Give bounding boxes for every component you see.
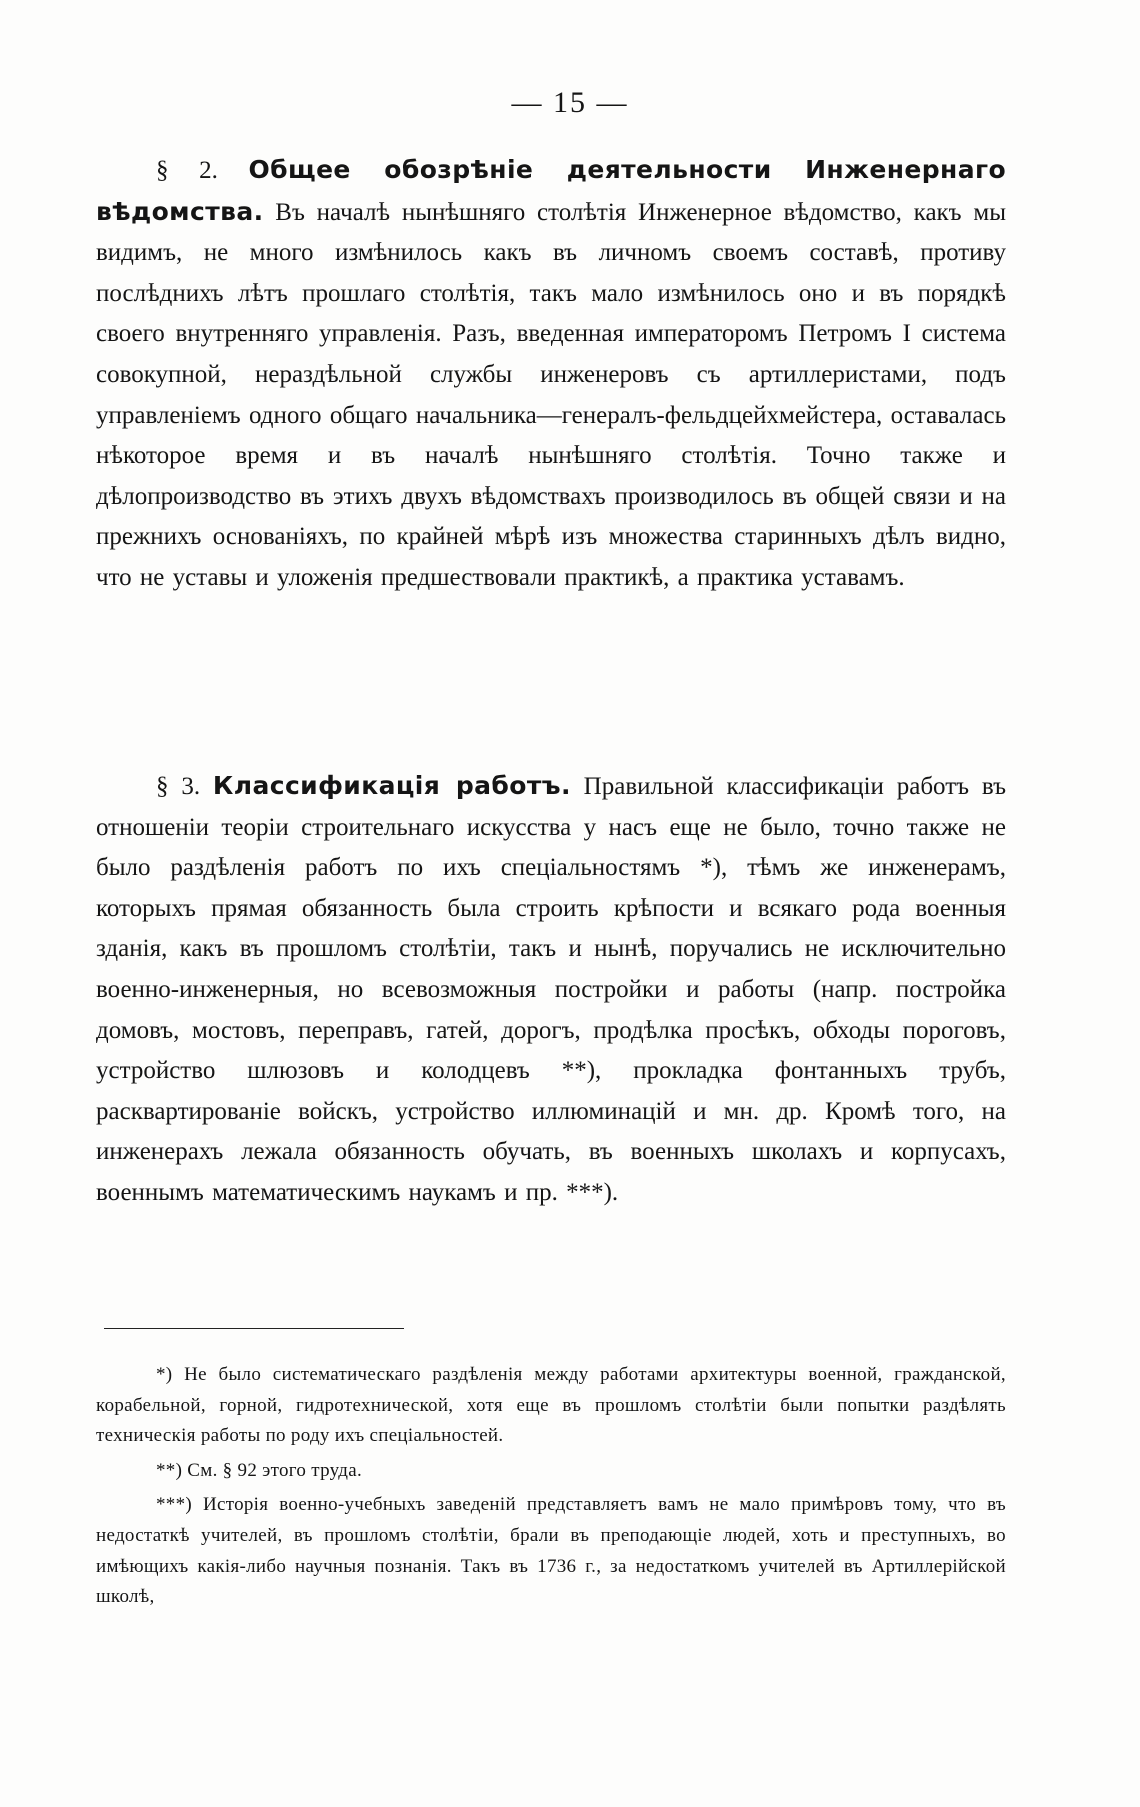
section-2-number: § 2. bbox=[156, 157, 218, 184]
footnote-2: **) См. § 92 этого труда. bbox=[156, 1459, 362, 1481]
section-3-text: Правильной классификаціи работъ въ отношеніи теоріи строительнаго искусства у насъ еще не было, точно также не было раздѣленія работъ по ихъ спеціальностямъ *), тѣмъ же инженерамъ, которыхъ прямая обязанность была строить крѣпости и всякаго рода военныя зданія, какъ въ прошломъ столѣтіи, такъ и нынѣ, поручались не исключительно военно-инженерныя, но всевозможныя постройки и работы (напр. постройка домовъ, мостовъ, переправъ, гатей, дорогъ, продѣлка просѣкъ, обходы пороговъ, устройство шлюзовъ и колодцевъ **), прокладка фонтанныхъ трубъ, расквартированіе войскъ, устройство иллюминацій и мн. др. Кромѣ того, на инженерахъ лежала обязанность обучать, въ военныхъ школахъ и корпусахъ, военнымъ математическимъ наукамъ и пр. ***). bbox=[96, 773, 1006, 1206]
footnotes bbox=[96, 1360, 1006, 1617]
section-2-heading: Общее обозрѣніе деятельности Инженернаго вѣдомства. bbox=[96, 155, 1007, 226]
section-2-paragraph bbox=[96, 150, 1006, 599]
footnote-divider bbox=[104, 1328, 404, 1329]
section-2-text: Въ началѣ нынѣшняго столѣтія Инженерное вѣдомство, какъ мы видимъ, не много измѣнилось какъ въ личномъ своемъ составѣ, противу послѣднихъ лѣтъ прошлаго столѣтія, такъ мало измѣнилось оно и въ порядкѣ своего внутренняго управленія. Разъ, введенная императоромъ Петромъ I система совокупной, нераздѣльной службы инженеровъ съ артиллеристами, подъ управленіемъ одного общаго начальника—генералъ-фельдцейхмейстера, оставалась нѣкоторое время и въ началѣ нынѣшняго столѣтія. Точно также и дѣлопроизводство въ этихъ двухъ вѣдомствахъ производилось въ общей связи и на прежнихъ основаніяхъ, по крайней мѣрѣ изъ множества старинныхъ дѣлъ видно, что не уставы и уложенія предшествовали практикѣ, а практика уставамъ. bbox=[96, 198, 1006, 591]
section-3-heading: Классификація работъ. bbox=[212, 771, 571, 800]
section-3-number: § 3. bbox=[156, 773, 201, 800]
section-3-paragraph bbox=[96, 766, 1006, 1214]
footnote-3: ***) Исторія военно-учебныхъ заведеній представляетъ вамъ не мало примѣровъ тому, что въ недостаткѣ учителей, въ прошломъ столѣтіи, брали въ преподающіе людей, хоть и преступныхъ, во имѣющихъ какія-либо научныя познанія. Такъ въ 1736 г., за недостаткомъ учителей въ Артиллерійской школѣ, bbox=[96, 1494, 1006, 1608]
footnote-1: *) Не было систематическаго раздѣленія между работами архитектуры военной, гражданской, корабельной, горной, гидротехнической, хотя еще въ прошломъ столѣтіи были попытки раздѣлять техническія работы по роду ихъ спеціальностей. bbox=[96, 1364, 1006, 1447]
page-number: — 15 — bbox=[511, 86, 629, 119]
